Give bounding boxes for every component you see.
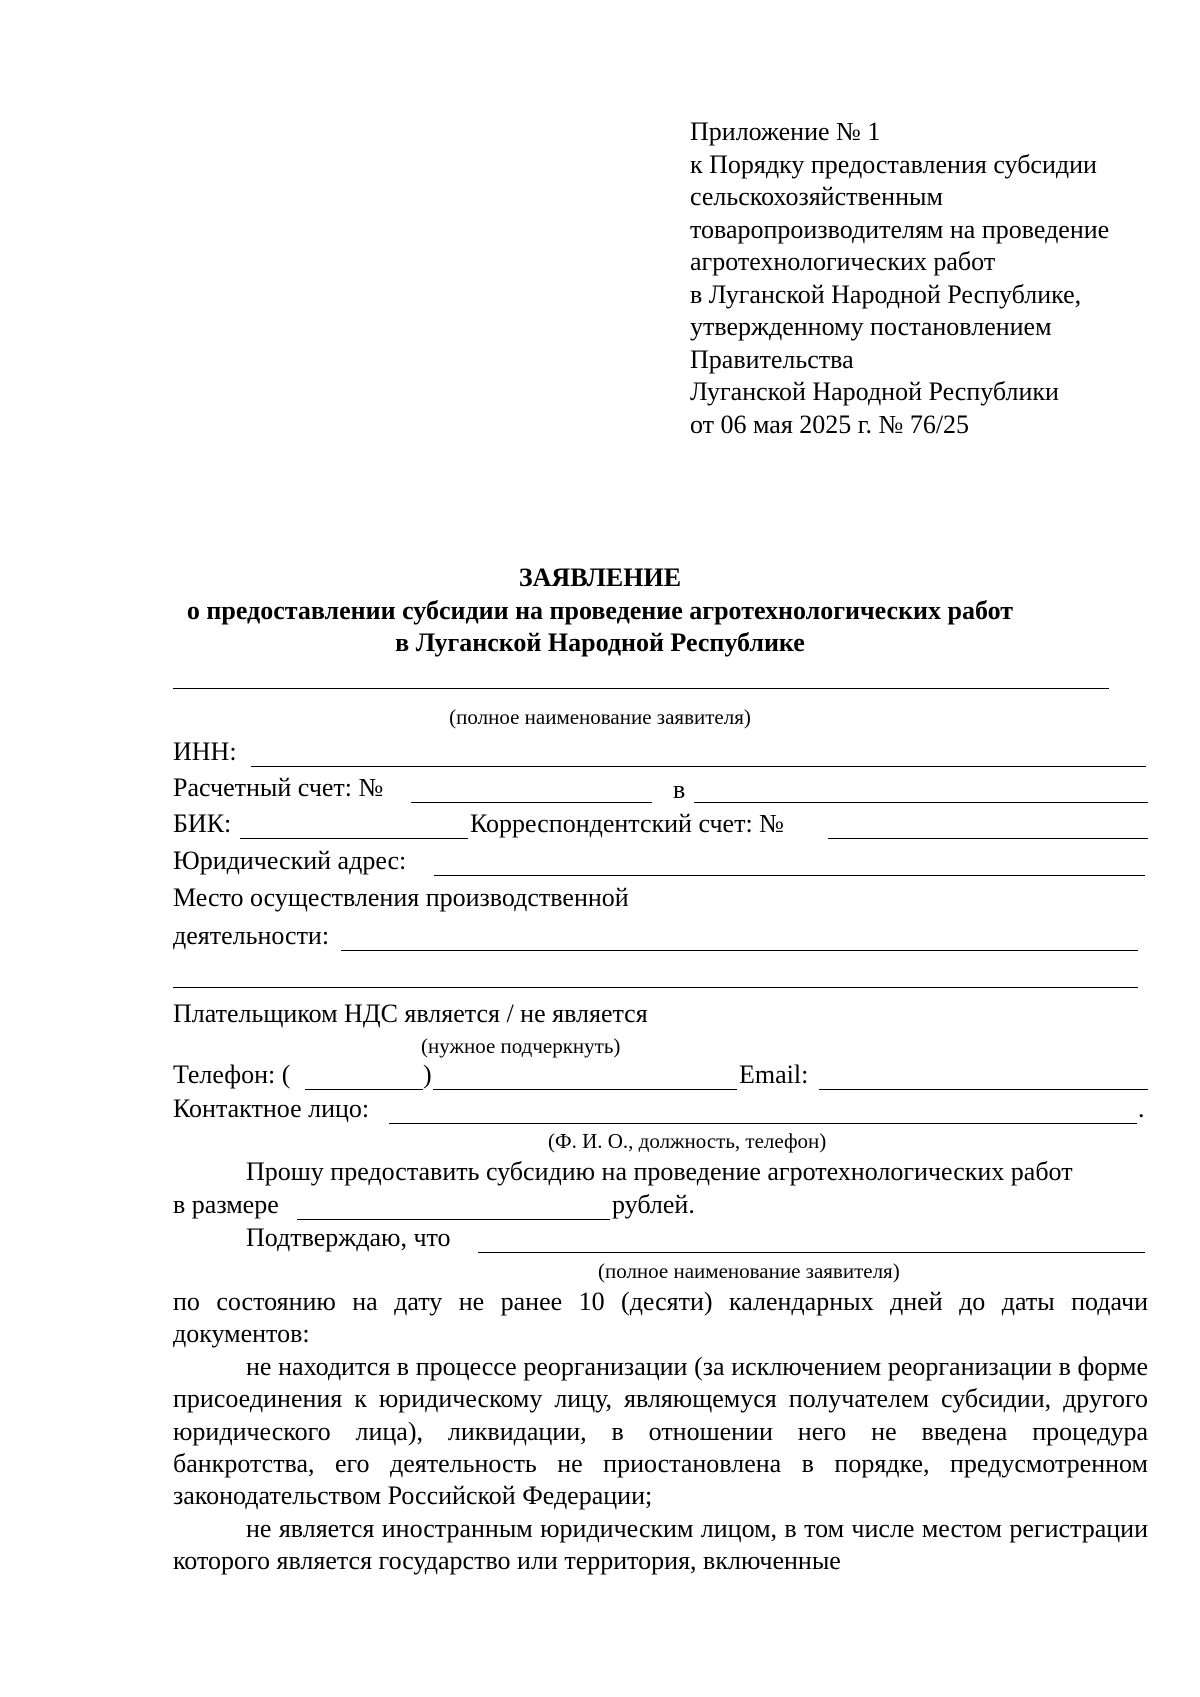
confirm-applicant-field[interactable] bbox=[478, 1252, 1145, 1253]
phone-number-field[interactable] bbox=[433, 1089, 737, 1090]
inn-label: ИНН: bbox=[173, 737, 237, 766]
appendix-line: к Порядку предоставления субсидии bbox=[690, 149, 1097, 179]
body-text bbox=[173, 1286, 1148, 1578]
appendix-line: Правительства bbox=[690, 344, 854, 374]
amount-field[interactable] bbox=[297, 1219, 610, 1220]
activity-label: Место осуществления производственной bbox=[173, 883, 629, 912]
appendix-line: утвержденному постановлением bbox=[690, 312, 1052, 341]
contact-field[interactable] bbox=[389, 1123, 1137, 1124]
appendix-line: от 06 мая 2025 г. № 76/25 bbox=[690, 409, 970, 439]
appendix-line: Приложение № 1 bbox=[690, 117, 881, 146]
appendix-header bbox=[690, 116, 1160, 441]
document-title bbox=[0, 562, 1200, 660]
title-line: в Луганской Народной Республике bbox=[395, 628, 805, 657]
corr-account-label: Корреспондентский счет: № bbox=[470, 809, 784, 838]
phone-label: Телефон: ( bbox=[173, 1060, 291, 1089]
inn-field[interactable] bbox=[251, 766, 1146, 767]
request-amount-suffix: рублей. bbox=[612, 1190, 695, 1219]
request-amount-prefix: в размере bbox=[173, 1190, 279, 1219]
email-field[interactable] bbox=[819, 1089, 1148, 1090]
phone-code-field[interactable] bbox=[305, 1089, 423, 1090]
activity-place-field-2[interactable] bbox=[173, 987, 1138, 988]
body-paragraph: не находится в процессе реорганизации (за исключением реорганизации в форме присоединения к юридическому лицу, являющемуся получателем субсидии, другого юридического лица), ликвидации, в отношении него не введена процедура банкротства, его деятельность не приостановлена в порядке, предусмотренном законодательством Российской Федерации; bbox=[173, 1351, 1148, 1511]
body-paragraph: не является иностранным юридическим лицом, в том числе местом регистрации которого является государство или территория, включенные bbox=[173, 1513, 1148, 1576]
activity-label-cont: деятельности: bbox=[173, 921, 330, 950]
account-in-label: в bbox=[673, 775, 686, 804]
contact-end: . bbox=[1138, 1094, 1145, 1123]
account-number-field[interactable] bbox=[411, 802, 652, 803]
corr-account-field[interactable] bbox=[828, 838, 1148, 839]
request-text: Прошу предоставить субсидию на проведение агротехнологических работ bbox=[246, 1157, 1073, 1186]
phone-close: ) bbox=[423, 1060, 432, 1089]
legal-address-field[interactable] bbox=[434, 875, 1145, 876]
confirm-hint: (полное наименование заявителя) bbox=[598, 1259, 900, 1283]
bik-field[interactable] bbox=[240, 838, 468, 839]
bank-name-field[interactable] bbox=[694, 802, 1148, 803]
confirm-label: Подтверждаю, что bbox=[246, 1223, 451, 1252]
body-paragraph: по состоянию на дату не ранее 10 (десяти) календарных дней до даты подачи документов: bbox=[173, 1287, 1148, 1349]
legal-address-label: Юридический адрес: bbox=[173, 846, 407, 875]
appendix-line: в Луганской Народной Республике, bbox=[690, 279, 1082, 309]
applicant-hint: (полное наименование заявителя) bbox=[449, 705, 751, 729]
contact-hint: (Ф. И. О., должность, телефон) bbox=[548, 1129, 827, 1153]
appendix-line: товаропроизводителям на проведение bbox=[690, 214, 1110, 244]
activity-place-field[interactable] bbox=[341, 950, 1138, 951]
bik-label: БИК: bbox=[173, 809, 232, 838]
appendix-line: Луганской Народной Республики bbox=[690, 377, 1059, 406]
appendix-line: агротехнологических работ bbox=[690, 247, 996, 276]
appendix-line: сельскохозяйственным bbox=[690, 182, 943, 211]
vat-label: Плательщиком НДС является / не является bbox=[173, 999, 648, 1028]
title-line: о предоставлении субсидии на проведение агротехнологических работ bbox=[186, 595, 1014, 625]
email-label: Email: bbox=[739, 1060, 809, 1089]
account-label: Расчетный счет: № bbox=[173, 773, 384, 802]
contact-label: Контактное лицо: bbox=[173, 1094, 370, 1123]
applicant-name-line[interactable] bbox=[173, 688, 1109, 689]
title-line: ЗАЯВЛЕНИЕ bbox=[518, 563, 682, 592]
vat-hint: (нужное подчеркнуть) bbox=[421, 1034, 621, 1058]
